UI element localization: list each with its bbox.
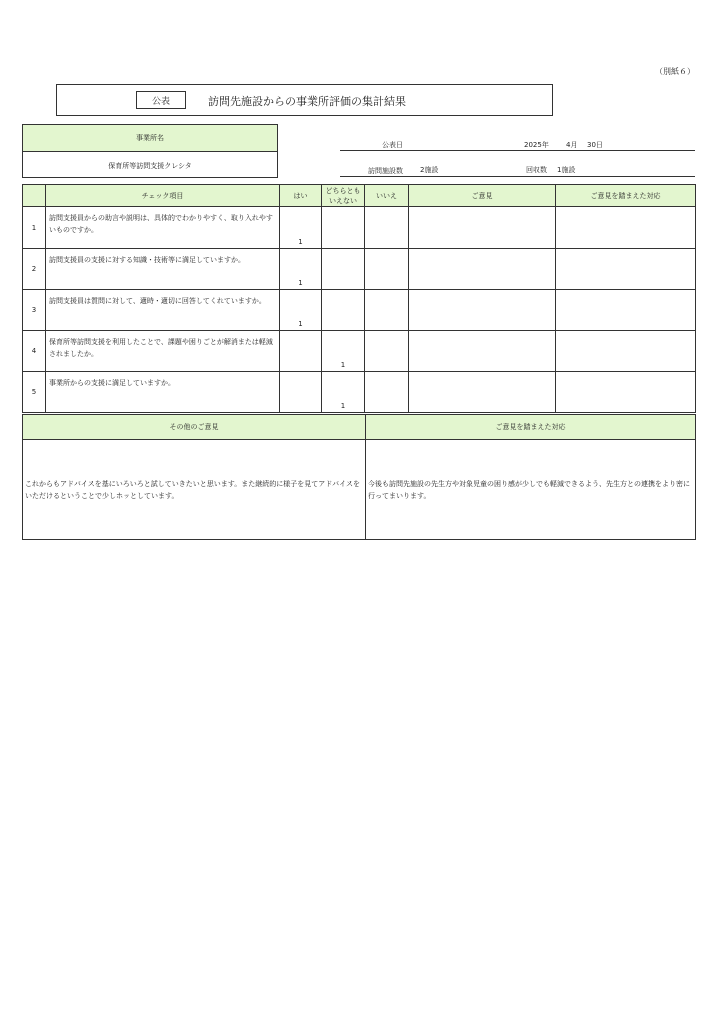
table-row	[23, 207, 696, 249]
row-yes-count: 1	[280, 290, 322, 331]
visits-label: 訪問施設数	[368, 167, 403, 175]
row-number: 3	[23, 290, 46, 331]
header-check-item: チェック項目	[46, 185, 280, 207]
facility-name: 保育所等訪問支援クレシタ	[108, 161, 192, 170]
row-no-count	[365, 331, 409, 372]
other-content-row	[23, 440, 696, 540]
other-response-text: 今後も訪問先施設の先生方や対象児童の困り感が少しでも軽減できるよう、先生方との連携をより密に行ってまいります。	[366, 440, 696, 540]
facility-box	[22, 124, 278, 178]
publication-badge: 公表	[136, 91, 186, 109]
other-opinions-text: これからもアドバイスを基にいろいろと試していきたいと思います。また継続的に様子を見てアドバイスをいただけるということで少しホッとしています。	[23, 440, 366, 540]
header-neither-line2: いえない	[329, 196, 357, 205]
other-header-row	[23, 415, 696, 440]
row-question: 事業所からの支援に満足していますか。	[46, 372, 280, 413]
row-opinion	[409, 372, 556, 413]
row-yes-count: 1	[280, 207, 322, 249]
other-response-label: ご意見を踏まえた対応	[366, 415, 696, 440]
row-response	[556, 290, 696, 331]
visits-value: 2施設	[420, 166, 439, 174]
title-box	[56, 84, 553, 116]
row-response	[556, 372, 696, 413]
responses-label: 回収数	[526, 166, 547, 174]
evaluation-table	[22, 184, 696, 413]
facility-label: 事業所名	[23, 125, 277, 152]
row-no-count	[365, 207, 409, 249]
publication-day: 30日	[587, 141, 603, 149]
row-number: 1	[23, 207, 46, 249]
row-neither-count	[322, 207, 365, 249]
table-row	[23, 290, 696, 331]
row-neither-count: 1	[322, 331, 365, 372]
visits-underline	[340, 176, 695, 177]
row-neither-count: 1	[322, 372, 365, 413]
row-opinion	[409, 207, 556, 249]
row-opinion	[409, 331, 556, 372]
row-neither-count	[322, 290, 365, 331]
publication-year: 2025年	[524, 141, 549, 149]
header-neither	[322, 185, 365, 207]
row-opinion	[409, 290, 556, 331]
row-response	[556, 249, 696, 290]
row-yes-count: 1	[280, 249, 322, 290]
row-yes-count	[280, 372, 322, 413]
row-response	[556, 331, 696, 372]
table-header-row	[23, 185, 696, 207]
row-question: 訪問支援員からの助言や説明は、具体的でわかりやすく、取り入れやすいものですか。	[46, 207, 280, 249]
other-opinions-label: その他のご意見	[23, 415, 366, 440]
row-no-count	[365, 372, 409, 413]
table-row	[23, 372, 696, 413]
row-no-count	[365, 249, 409, 290]
row-number: 2	[23, 249, 46, 290]
table-row	[23, 249, 696, 290]
row-question: 訪問支援員は質問に対して、適時・適切に回答してくれていますか。	[46, 290, 280, 331]
header-num	[23, 185, 46, 207]
page-title: 訪問先施設からの事業所評価の集計結果	[208, 95, 406, 108]
row-opinion	[409, 249, 556, 290]
row-number: 5	[23, 372, 46, 413]
row-number: 4	[23, 331, 46, 372]
attachment-label: （別紙６）	[655, 67, 695, 76]
publication-underline	[340, 150, 695, 151]
row-yes-count	[280, 331, 322, 372]
row-question: 訪問支援員の支援に対する知識・技術等に満足していますか。	[46, 249, 280, 290]
table-row	[23, 331, 696, 372]
row-no-count	[365, 290, 409, 331]
header-neither-line1: どちらとも	[325, 186, 361, 195]
header-no: いいえ	[365, 185, 409, 207]
header-yes: はい	[280, 185, 322, 207]
row-question: 保育所等訪問支援を利用したことで、課題や困りごとが解消または軽減されましたか。	[46, 331, 280, 372]
responses-value: 1施設	[557, 166, 576, 174]
row-neither-count	[322, 249, 365, 290]
header-response: ご意見を踏まえた対応	[556, 185, 696, 207]
publication-date-label: 公表日	[382, 141, 403, 149]
publication-month: 4月	[566, 141, 578, 149]
header-opinion: ご意見	[409, 185, 556, 207]
other-opinions-table	[22, 414, 696, 540]
row-response	[556, 207, 696, 249]
